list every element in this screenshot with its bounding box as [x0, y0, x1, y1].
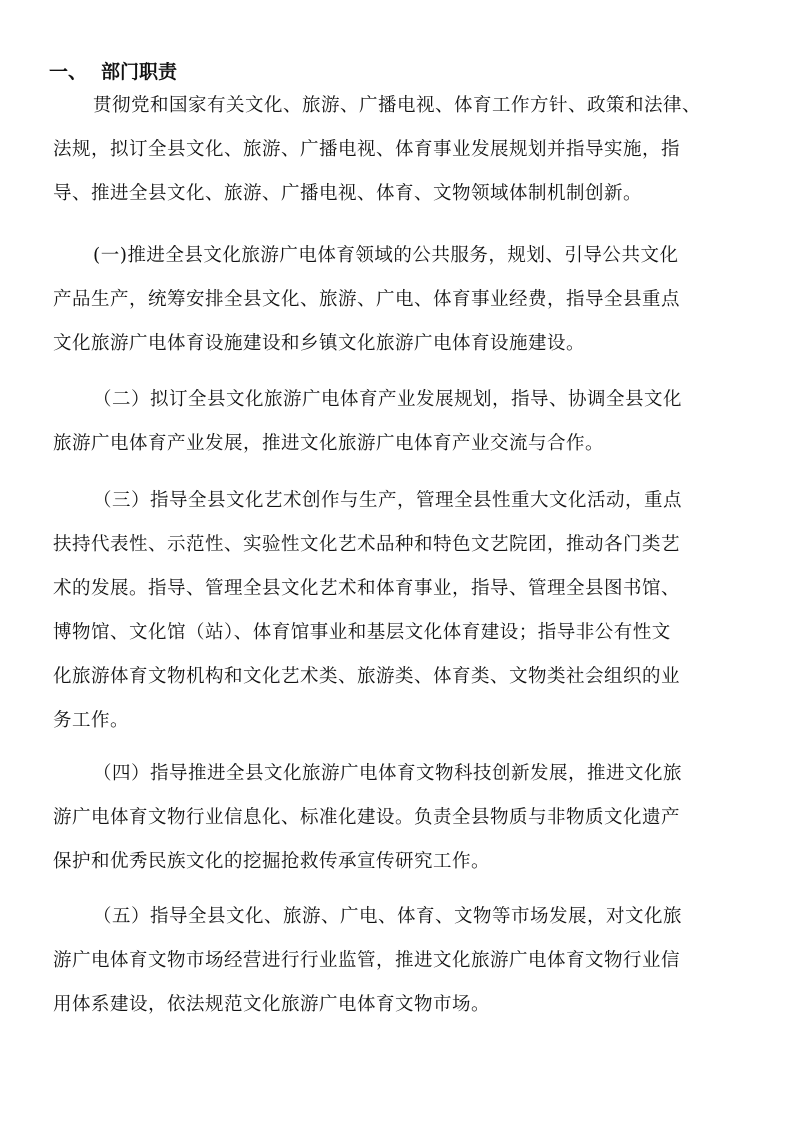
paragraph-line: 扶持代表性、示范性、实验性文化艺术品种和特色文艺院团，推动各门类艺 — [53, 534, 681, 555]
paragraph-line: 游广电体育文物行业信息化、标准化建设。负责全县物质与非物质文化遗产 — [53, 807, 681, 828]
paragraph-line: (一)推进全县文化旅游广电体育领域的公共服务，规划、引导公共文化 — [93, 245, 679, 266]
paragraph-line: 化旅游体育文物机构和文化艺术类、旅游类、体育类、文物类社会组织的业 — [53, 666, 681, 687]
paragraph-line: 文化旅游广电体育设施建设和乡镇文化旅游广电体育设施建设。 — [53, 333, 586, 354]
section-heading — [49, 60, 177, 84]
paragraph-line: （三）指导全县文化艺术创作与生产，管理全县性重大文化活动，重点 — [93, 490, 683, 511]
paragraph-line: 游广电体育文物市场经营进行行业监管，推进文化旅游广电体育文物行业信 — [53, 950, 681, 971]
paragraph-line: 贯彻党和国家有关文化、旅游、广播电视、体育工作方针、政策和法律、 — [93, 95, 702, 116]
duty-paragraph-4 — [53, 752, 753, 884]
paragraph-line: 法规，拟订全县文化、旅游、广播电视、体育事业发展规划并指导实施，指 — [53, 139, 681, 160]
intro-paragraph — [53, 84, 753, 216]
duty-paragraph-5 — [53, 895, 753, 1027]
paragraph-line: （二）拟订全县文化旅游广电体育产业发展规划，指导、协调全县文化 — [93, 389, 683, 410]
paragraph-line: 务工作。 — [53, 710, 130, 731]
paragraph-line: 旅游广电体育产业发展，推进文化旅游广电体育产业交流与合作。 — [53, 433, 605, 454]
paragraph-line: 保护和优秀民族文化的挖掘抢救传承宣传研究工作。 — [53, 851, 491, 872]
paragraph-line: （四）指导推进全县文化旅游广电体育文物科技创新发展，推进文化旅 — [93, 763, 683, 784]
duty-paragraph-2 — [53, 378, 753, 466]
section-number: 一、 — [49, 61, 88, 83]
paragraph-line: 术的发展。指导、管理全县文化艺术和体育事业，指导、管理全县图书馆、 — [53, 578, 681, 599]
section-title: 部门职责 — [101, 61, 178, 83]
duty-paragraph-1 — [53, 234, 753, 366]
paragraph-line: （五）指导全县文化、旅游、广电、体育、文物等市场发展，对文化旅 — [93, 906, 683, 927]
paragraph-line: 用体系建设，依法规范文化旅游广电体育文物市场。 — [53, 994, 491, 1015]
paragraph-line: 博物馆、文化馆（站）、体育馆事业和基层文化体育建设；指导非公有性文 — [53, 622, 671, 643]
paragraph-line: 产品生产，统筹安排全县文化、旅游、广电、体育事业经费，指导全县重点 — [53, 289, 681, 310]
duty-paragraph-3 — [53, 479, 753, 743]
paragraph-line: 导、推进全县文化、旅游、广播电视、体育、文物领域体制机制创新。 — [53, 183, 643, 204]
